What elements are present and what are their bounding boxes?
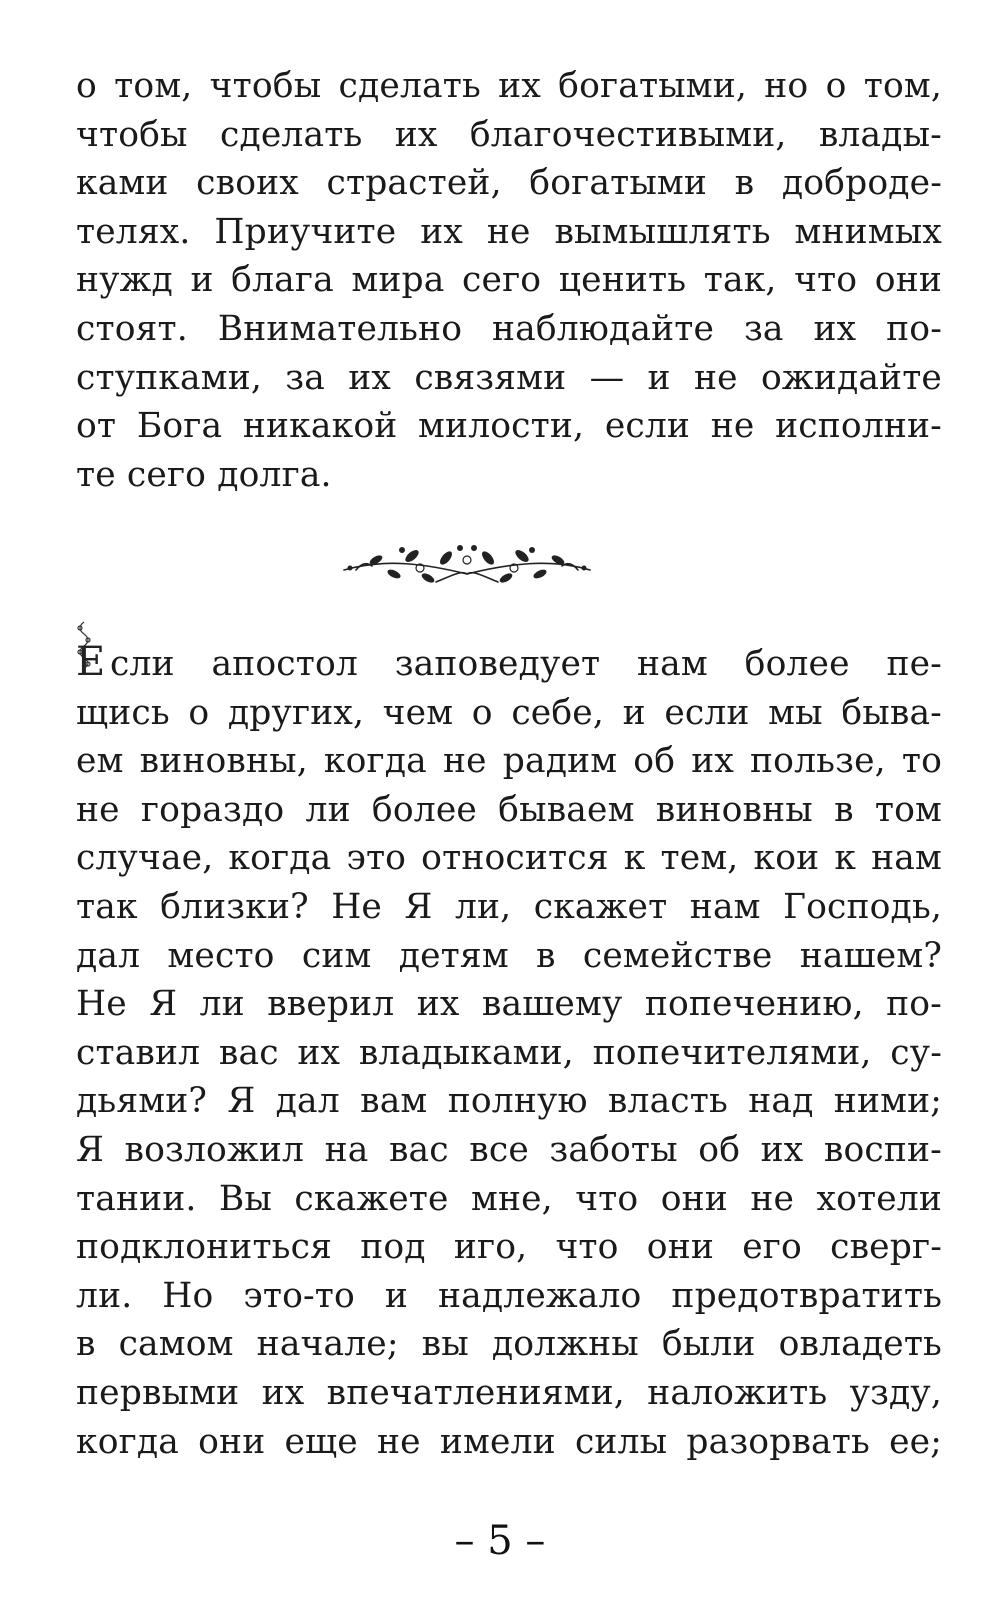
- text-line: первыми их впечатлениями, наложить узду,: [76, 1372, 942, 1413]
- drop-cap-letter: Е: [76, 639, 106, 685]
- text-line: те сего долга.: [76, 454, 332, 495]
- floral-vignette-icon: [336, 530, 598, 596]
- paragraph-2: [76, 640, 942, 1466]
- text-line: стоят. Внимательно наблюдайте за их по-: [76, 308, 942, 349]
- text-line: тании. Вы скажете мне, что они не хотели: [76, 1178, 942, 1219]
- text-line: ставил вас их владыками, попечителями, су-: [76, 1032, 942, 1073]
- text-line: от Бога никакой милости, если не исполни-: [76, 406, 942, 447]
- drop-cap: [76, 640, 110, 689]
- text-line-first: [76, 640, 942, 689]
- text-line: о том, чтобы сделать их богатыми, но о том,: [76, 66, 942, 106]
- text-line: дал место сим детям в семействе нашем?: [76, 935, 942, 976]
- text-line: ступками, за их связями — и не ожидайте: [76, 357, 942, 398]
- paragraph-1: [76, 62, 942, 499]
- text-line: в самом начале; вы должны были овладеть: [76, 1324, 942, 1365]
- text-line: когда они еще не имели силы разорвать ее;: [76, 1421, 942, 1462]
- text-line: ли. Но это-то и надлежало предотвратить: [76, 1275, 942, 1316]
- text-line: случае, когда это относится к тем, кои к нам: [76, 838, 942, 879]
- text-line: нужд и блага мира сего ценить так, что они: [76, 260, 942, 301]
- text-line: Не Я ли вверил их вашему попечению, по-: [76, 984, 942, 1025]
- text-line: ками своих страстей, богатыми в доброде-: [76, 163, 942, 204]
- text-line: дьями? Я дал вам полную власть над ними;: [76, 1081, 942, 1122]
- text-line: Я возложил на вас все заботы об их воспи-: [76, 1129, 942, 1170]
- text-line: чтобы сделать их благочестивыми, влады-: [76, 114, 942, 155]
- text-line: не гораздо ли более бываем виновны в том: [76, 789, 942, 830]
- text-line: телях. Приучите их не вымышлять мнимых: [76, 211, 942, 252]
- text-line: щись о других, чем о себе, и если мы быва-: [76, 692, 942, 733]
- text-line: подклониться под иго, что они его сверг-: [76, 1227, 942, 1268]
- first-line-text: сли апостол заповедует нам более пе-: [110, 644, 942, 684]
- text-line: так близки? Не Я ли, скажет нам Господь,: [76, 886, 942, 927]
- text-line: ем виновны, когда не радим об их пользе, то: [76, 741, 942, 782]
- page-number: – 5 –: [454, 1518, 546, 1564]
